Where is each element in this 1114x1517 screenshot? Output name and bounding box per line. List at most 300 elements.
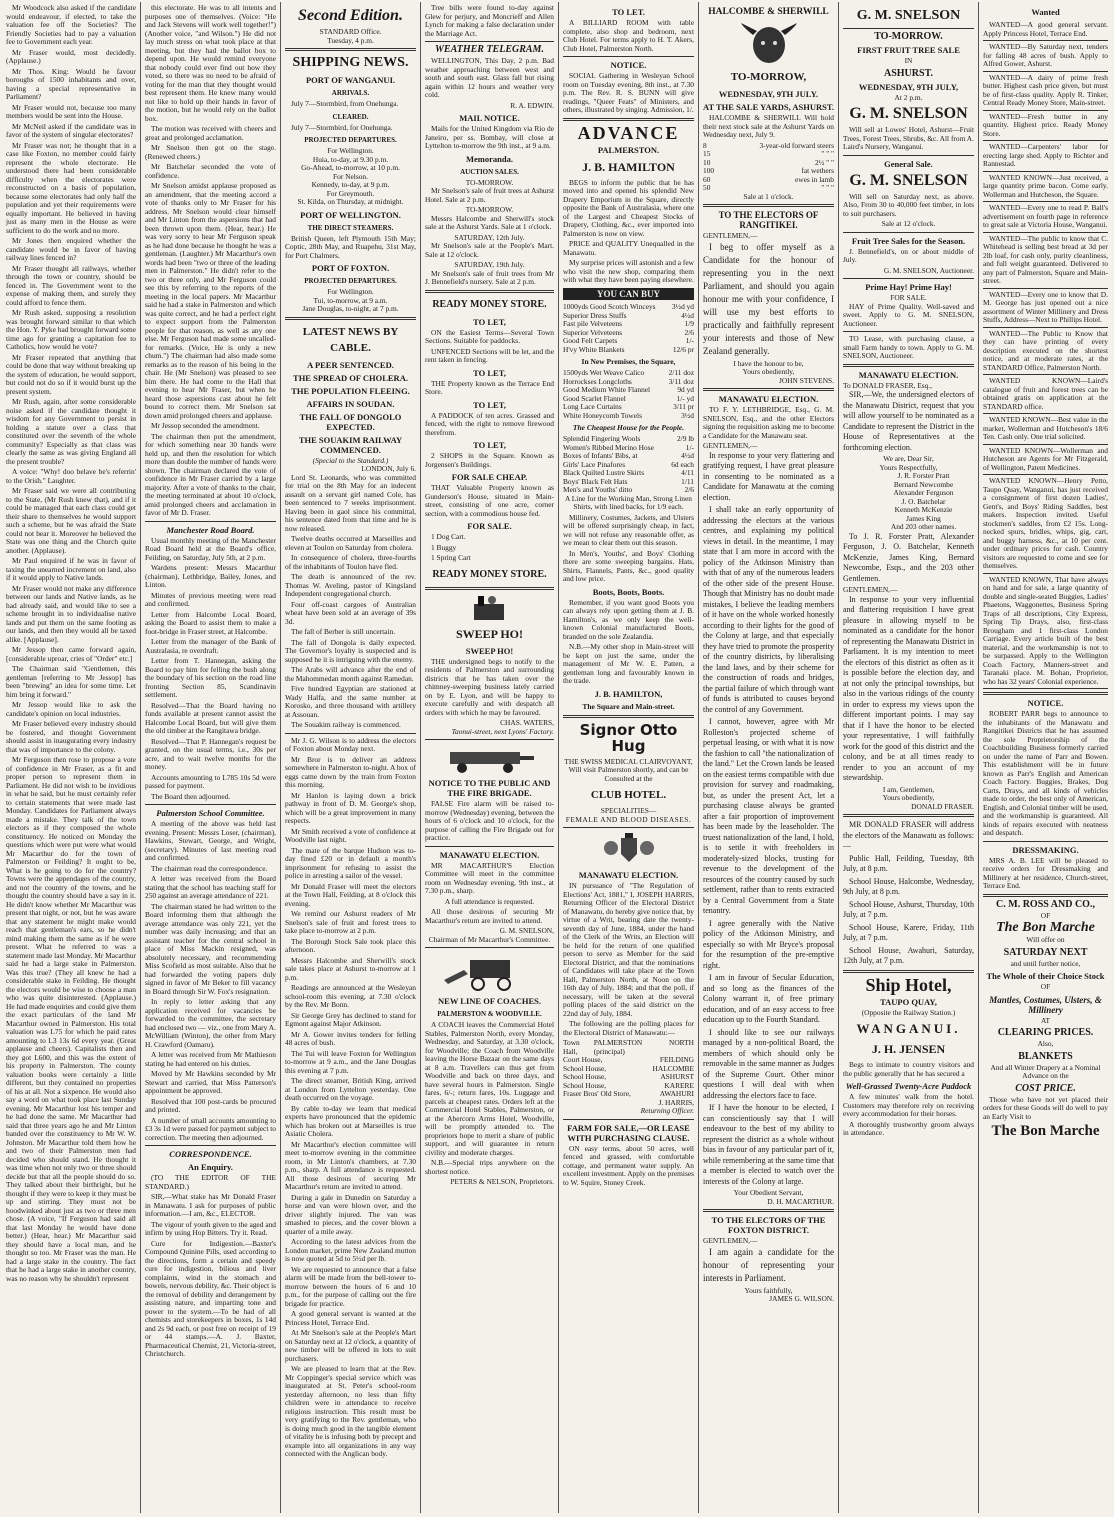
divider (145, 804, 276, 805)
square-main: The Square and Main-street. (582, 701, 675, 711)
price-row-item: Long Lace Curtains (563, 402, 622, 411)
palmerston-paragraph: A number of small accounts amounting to £3 3s 1d were passed for payment subject to correction. The meeting then adjourned. (145, 1115, 276, 1142)
price-row-item: 1500yds Wet Weave Calico (563, 368, 645, 377)
new-premises: In New Premises, the Square, (581, 357, 676, 366)
column-1 (2, 2, 141, 1513)
local-paragraph: Messrs Halcombe and Sherwill's stock sale takes place at Ashurst to-morrow at 1 p.m. (285, 955, 416, 982)
price-row-price: 4/11 (681, 468, 694, 477)
meeting-item: School House, Ashurst, Thursday, 10th July, at 7 p.m. (843, 899, 974, 919)
palmerston-paragraph: The chairman read the correspondence. (151, 863, 268, 873)
wanted-ad: WANTED KNOWN—Laird's catalogue of fruit and forest trees can be obtained gratis on application at the STANDARD office. (983, 375, 1108, 414)
of-2: OF (1040, 982, 1051, 991)
projected-item: Huia, to-day, at 9.30 p.m. (312, 154, 389, 164)
local-paragraph: We remind our Ashurst readers of Mr Snelson's sale of fruit and forest trees to take place to-morrow at 2 p.m. (285, 909, 416, 935)
shipping-title: SHIPPING NEWS. (292, 55, 409, 70)
projected-item: Go-Ahead, to-morrow, at 10 p.m. (301, 163, 400, 172)
signer: J. O. Batchelar (901, 496, 946, 506)
sweep-address: Taonui-street, next Lyons' Factory. (451, 726, 554, 736)
female-diseases: FEMALE AND BLOOD DISEASES. (565, 814, 692, 824)
coach-title: NEW LINE OF COACHES. (438, 996, 541, 1006)
price-row-item: Women's Ribbed Merino Hose (563, 442, 654, 452)
price-quality: PRICE and QUALITY Unequalled in the Manawatu. (563, 239, 694, 257)
direct-steamers: British Queen, left Plymouth 15th May; Coptic, 28th May, and Ruapehu, 31st May, for Port Chalmers. (285, 233, 416, 260)
cable-headline: A PEER SENTENCED. (307, 359, 394, 370)
price-list-2 (563, 369, 694, 420)
port-foxton: PORT OF FOXTON. (311, 263, 390, 273)
macarthur-paragraph: I should like to see our railways managed by a non-political Board, the members of which should only be removable in the same manner as Judges of the Supreme Court. Other minor questions I will deal with when addressing the electors face to face. (703, 1027, 834, 1100)
local-paragraph: We are requested to announce that a false alarm will be made from the bell-tower to-morrow between the hours of 6 and 10 p.m., for the purpose of calling out the fire brigade for practice. (285, 1264, 416, 1308)
to-let-item: TO LET, (473, 316, 506, 327)
polling-list (563, 1039, 694, 1099)
sweep-title: SWEEP HO! (455, 626, 523, 641)
price-row-item: Good Scarlet Flannel (563, 393, 626, 403)
chimney-sweep-icon (470, 594, 510, 622)
to-let-item: 1 Buggy (431, 542, 457, 552)
ready-money-title: READY MONEY STORE. (432, 298, 547, 310)
speech-paragraph: Mr Rush, again, after some considerable noise asked if the candidate thought it wisdom for any Government to persist in holding a statute over a class that constituted over the seventh of the whole community? Especially as that class was clearly the same as was giving England all the present trouble? (6, 397, 136, 466)
wanted-ad: WANTED KNOWN—Henry Petto, Taupo Quay, Wanganui, has just received a consignment of first dozen Ladies', Gent's, and Boys' Riding Saddles, best makers. Inspection invited. Useful stockmen's saddles, from £2 15s. Long-necked spurs, bridles, whips, gig, cart, and buggy harness, &c., at 10 per cent. under ordinary prices for cash. Country visitors are requested to come and see for themselves. (983, 475, 1108, 574)
manchester-paragraph: Resolved—That P. Hannegan's request be granted, on the usual terms, i.e., 30s per acre, and to wait twelve months for the money. (145, 736, 276, 771)
price-row-price: 4½d (681, 451, 694, 460)
meeting-item: School House, Awahuri, Saturday, 12th July, at 7 p.m. (843, 945, 974, 965)
palmerston-paragraph: A letter was received from the Board stating that the school has teaching staff for 250 against an average attendance of 221. (145, 874, 276, 900)
divider (145, 521, 276, 522)
speech-paragraph: Mr Fraser would not make any difference between our lands and Native lands, as he had already said, and would like to see a scheme brought in to individualise native lands and put them on the same footing as our lands, and then they would all be taxed alike. [Applause]. (6, 583, 136, 644)
reply-iam: I am, Gentlemen, (882, 784, 935, 794)
jensen: J. H. JENSEN (871, 1042, 946, 1056)
polling-row-price: HALCOMBE (652, 1063, 694, 1073)
speech-paragraph: A voice: "Why! doo belave be's referrin' to the Orish." Laughter. (6, 467, 136, 485)
auction-item: Messrs Halcombe and Sherwill's stock sale at the Ashurst Yards. Sale at 1 o'clock. (425, 213, 554, 231)
gms-2-time: Sale at 12 o'clock. (881, 219, 936, 228)
stock-row-item: 8 (703, 140, 707, 150)
manchester-paragraph: Usual monthly meeting of the Manchester Road Board held at the Board's office, Feilding, on Saturday, July 5th, at 2 p.m. (145, 535, 276, 562)
snelson-title: G. M. SNELSON (856, 8, 961, 23)
macarthur-paragraph: I cannot, however, agree with Mr Rolleston's projected scheme of perpetual leasing, or with what it is now the fashion to call "the nationalization of the land." Let the Crown lands be leased on the easiest terms compatible with due provision for survey and roadmaking, but, as under the present Act, let a purchasing clause always be granted after a fair proportion of improvement has been made by the leaseholder. The truest nationalization of the land, I hold, is to settle it with freeholders in moderately-sized blocks, trusting for revenue to the development of the resources of the country caused by such settlement, rather than to rents extracted by a Central Government from a State tenantry. (703, 717, 834, 915)
foxton-signature: JAMES G. WILSON. (769, 1294, 834, 1303)
speech-paragraph: The Chairman said "Gentlemen, this gentleman [referring to Mr Jessop] has been "brewing" an idea for some time. Let him bring it forward." (6, 664, 136, 699)
stock-row-price: fat wethers (801, 166, 834, 175)
ship-hotel-title: Ship Hotel, (865, 974, 952, 995)
price-row-price: 1/11 (681, 476, 694, 486)
projected-item: For Wellington. (327, 146, 374, 155)
price-row-price: 1/- (685, 442, 694, 452)
stock-row-item: 15 (703, 149, 711, 158)
port-wellington: PORT OF WELLINGTON. (300, 209, 401, 220)
edition-title: Second Edition. (298, 7, 403, 24)
speech-paragraph: Mr Fraser believed every industry should be fostered, and thought Government should assist in inaugurating every industry that was of importance to the colony. (6, 719, 136, 754)
column-3 (281, 2, 421, 1513)
memoranda-title: Memoranda. (466, 153, 513, 164)
polling-row-item: School House, (563, 1072, 607, 1081)
stock-row-item: 100 (703, 166, 715, 175)
price-row-price: 1/- (685, 336, 694, 345)
price-row-item: Splendid Fingering Wools (563, 434, 641, 443)
macarthur-gentlemen: GENTLEMEN,— (703, 441, 758, 450)
local-paragraph: Mr Donald Fraser will meet the electors at the Town Hall, Feilding, at 8 o'clock this evening. (285, 881, 416, 908)
manawatu-signature: G. M. SNELSON, (499, 926, 554, 935)
speech-paragraph: The chairman then put the amendment, for which something near 30 hands were held up, and then the resolution for which more than double the number of hands were shown. The chairman declared the vote of confidence in Mr Fraser carried by a large majority. After a vote of thanks to the chair, the meeting terminated at about 10 o'clock, amid prolonged cheers and acclamation in favor of Mr D. Fraser. (145, 431, 276, 517)
price-row-price: 6d each (671, 459, 694, 469)
meetings-list (843, 854, 974, 967)
hamilton-name: J. B. HAMILTON (582, 159, 675, 174)
price-row-price: 1/- yd (676, 393, 694, 403)
polling-row-price: PALMERSTON NORTH (principal) (593, 1038, 694, 1056)
projected-item: For Nelson. (333, 171, 368, 181)
macarthur-paragraph: I am in favour of Secular Education, and so long as the finances of the Colony warrant it, of free primary education, and of an easy access to free education up to the Fourth Standard. (703, 973, 834, 1024)
wanted-ad: WANTED KNOWN—Just received, a large quantity prime bacon. Come early. Wollerman and Hutcheson, the Square. (983, 172, 1108, 203)
social-text: SOCIAL Gathering in Wesleyan School room on Tuesday evening, 8th inst., at 7.30 p.m. The Rev. R. S. BUNN will give readings, "Queer Feats" of Ministers, and others, illustrated by singing. Admission, 1/. (563, 71, 694, 114)
cable-headline: AFFAIRS IN SOUDAN. (306, 398, 395, 409)
general-sale: General Sale. (884, 158, 933, 169)
cable-news (285, 474, 416, 730)
manchester-paragraph: Wardens present: Messrs Macarthur (chairman), Lethbridge, Bailey, Jones, and Linton. (145, 563, 276, 589)
column-8 (979, 2, 1112, 1513)
cable-paragraph: Lord St. Leonards, who was committed for trial on the 8th May for an indecent assault on a servant girl named Cole, has been sentenced to 7 weeks imprisonment. Having been in gaol since his committal, his sentence dated from that time and he is now released. (285, 472, 416, 533)
cable-paragraph: The death is announced of the rev. Thomas W. Aveling, pastor of Kingsland Independent congregational church. (285, 572, 416, 598)
mail-text: Mails for the United Kingdom via Rio de Janeiro, per ss. Bombay, will close at Lyttelton to-morrow the 9th inst., at 9 a.m. (425, 124, 554, 150)
cheapest-house: The Cheapest House for the People. (572, 423, 685, 432)
rangitikei-text: I beg to offer myself as a Candidate for the honour of representing you in the next Parliament, and should you again honour me with your confidence, I will use my best efforts to practically and faithfully represent your interests and those of New Zealand generally. (703, 241, 834, 356)
price-row-price: 3/11 doz (668, 376, 694, 386)
weather-text: WELLINGTON, This Day, 2 p.m. Bad weather approaching between west and south and south east. Glass fall but rising again within 12 hours and weather very cold. (425, 56, 554, 99)
stock-row-price: ewes in lamb (795, 174, 834, 184)
coach-signature: PETERS & NELSON, Proprietors. (450, 1177, 554, 1186)
cable-paragraph: The Arabs will advance after the end of the Mahommedan month against Ramedan. (285, 665, 416, 683)
foxton-projected-heading: PROJECTED DEPARTURES. (304, 277, 397, 285)
fire-engine-icon (440, 744, 540, 774)
price-row-price: 3/11 pr (673, 402, 694, 411)
price-row-item: Boxes of Infants' Bibs, at (563, 451, 638, 460)
speech-paragraph: Mr Batchelar seconded the vote of confidence. (145, 162, 276, 180)
foxton-title: TO THE ELECTORS OF THE FOXTON DISTRICT. (711, 1215, 826, 1235)
to-let-item: ON the Easiest Terms—Several Town Sections. Suitable for paddocks. (425, 327, 554, 345)
palmerston-paragraph: A letter was received from Mr Mathieson stating he had entered on his duties. (145, 1050, 276, 1068)
cable-paragraph: The fall of Berber is still uncertain. (291, 627, 396, 636)
column-4 (421, 2, 559, 1513)
manchester-paragraph: The Board then adjourned. (151, 791, 231, 801)
sale-date: WEDNESDAY, 9TH JULY. (718, 89, 819, 99)
foxton-item: Jane Douglas, to-night, at 7 p.m. (302, 304, 399, 313)
stock-row-price: 3-year-old forward steers (759, 140, 834, 150)
price-row-price: 3½d yd (671, 302, 694, 311)
to-let-item: 2 SHOPS in the Square. Known as Jorgensen's Buildings. (425, 451, 554, 469)
club-hotel: CLUB HOTEL. (590, 789, 667, 801)
fruit-title: Fruit Tree Sales for the Season. (851, 235, 966, 246)
speech-paragraph: Mr Jessop seconded the amendment. (151, 421, 260, 430)
tomorrow: TO-MORROW. (874, 31, 943, 42)
manchester-title: Manchester Road Board. (166, 524, 255, 535)
to-let-item: THE Property known as the Terrace End Store. (425, 378, 554, 396)
speech-paragraph: The motion was received with cheers and great and prolonged acclamation. (145, 124, 276, 142)
palmerston-paragraph: Moved by Mr Hawkins seconded by Mr Stewart and carried, that Miss Patterson's appointment be approved. (145, 1069, 276, 1095)
tomorrow: TO-MORROW, (730, 71, 807, 83)
speech-paragraph: Mr Fraser said we were all contributing to the State, (Mr Rush knew that), and if it could be managed that each class could get their share to themselves he would support such a scheme, but he was afraid the State could not bear it. Moreover he believed the State was one thing and the Church quite another. (Applause). (6, 486, 136, 555)
macarthur-to: TO F. Y. LETHBRIDGE, Esq., G. M. SNELSON, Esq., and the other Electors signing the requisition asking me to become a Candidate for the Manawatu seat. (703, 405, 834, 440)
price-row-item: Fast pile Velveteens (563, 319, 622, 328)
specialities: SPECIALITIES— (600, 806, 657, 815)
foxton-text: I am again a candidate for the honour of representing your interests in Parliament. (703, 1246, 834, 1283)
signer: And 203 other names. (890, 522, 957, 531)
wanted-list (983, 19, 1108, 689)
local-news (285, 737, 416, 1459)
palmerston-paragraph: Resolved that 100 post-cards be procured and printed. (145, 1096, 276, 1114)
sale-time: Sale at 1 o'clock. (743, 191, 794, 201)
reply-to: To J. R. Forster Pratt, Alexander Ferguson, J. O. Batchelar, Kenneth McKenzie, James King, Bernard Newcombe, Esqs., and the 203 other Gentlemen. (843, 531, 974, 583)
polling-row-item: Town Hall, (563, 1038, 580, 1056)
special-line: (Special to the Standard.) (312, 455, 389, 465)
local-paragraph: A good general servant is wanted at the Princess Hotel, Terrace End. (285, 1309, 416, 1327)
speech-paragraph: Mr Fraser would not, because too many members would be sent into the House. (6, 102, 136, 120)
returning-officer: Returning Officer. (640, 1106, 694, 1115)
macarthur-paragraph: If I have the honour to be elected, I can conscientiously say that I will endeavour to the best of my ability to represent the district as a whole without bias in favour of any particular part of it, while remembering at the same time that a member is elected to watch over the interests of the Colony at large. (703, 1103, 834, 1186)
dateline: LONDON, July 6. (361, 464, 416, 473)
edition-time: Tuesday, 4 p.m. (327, 35, 374, 45)
projected-list (285, 147, 416, 207)
rangitikei-signature: JOHN STEVENS. (778, 375, 834, 385)
billiard-text: A BILLIARD ROOM with table complete, also shop and bedroom, next Club Hotel. For terms apply to H. T. Akers, Club Hotel, Palmerston North. (563, 18, 694, 53)
gms-2-text: Will sell on Saturday next, as above. Also, From 30 to 40,000 feet timber, in lots to suit purchasers. (843, 191, 974, 218)
hamilton-name-2: J. B. HAMILTON, (594, 688, 663, 699)
nb-text: N.B.—My other shop in Main-street will be kept on just the same, under the management of Mr W. E. Patten, a gentleman long and favourably known in the trade. (563, 642, 694, 685)
cable-paragraph: In consequence of cholera, three-fourths of the inhabitants of Toulon have fled. (285, 553, 416, 571)
signer: Kenneth McKenzie (894, 505, 953, 514)
dressmaking-text: MRS A. B. LEE will be pleased to receive orders for Dressmaking and Millinery at her residence, Church-street, Terrace End. (983, 855, 1108, 890)
auction-item: Mr Snelson's sale at the People's Mart. Sale at 12 o'clock. (425, 241, 554, 259)
mail-title: MAIL NOTICE. (459, 113, 520, 123)
price-row-price: 2/6 (684, 485, 694, 494)
yours-resp: Yours Respectfully, (879, 462, 938, 472)
cable-paragraph: Four off-coast cargoes of Australian wheat have been sold at an average of 39s 3d. (285, 599, 416, 626)
reply-gentlemen: GENTLEMEN,— (843, 585, 898, 594)
foxton-item: Tui, to-morrow, at 9 a.m. (313, 295, 388, 305)
paddock-text: A few minutes' walk from the hotel. Customers may therefore rely on receiving every accommodation for their horses. (843, 1092, 974, 1118)
column-7 (839, 2, 979, 1513)
polling-row-item: School House, (563, 1063, 607, 1073)
projected-heading: PROJECTED DEPARTURES. (304, 136, 397, 144)
local-paragraph: The Borough Stock Sale took place this afternoon. (285, 936, 416, 954)
weather-title: WEATHER TELEGRAM. (435, 44, 544, 55)
polling-row-price: AWAHURI (659, 1089, 694, 1098)
local-paragraph: During a gale in Dunedin on Saturday a horse and van were blown over, and the driver slightly injured. The van was smashed to pieces, and the cover blown a quarter of a mile away. (285, 1192, 416, 1236)
meeting-item: Public Hall, Feilding, Tuesday, 8th July, at 8 p.m. (843, 853, 974, 873)
fraser-requisition: SIR,—We, the undersigned electors of the Manawatu District, request that you will allow yourself to be nominated as a Candidate to represent the District in the House of Representatives at the forthcoming election. (843, 390, 974, 452)
social-title: NOTICE. (610, 60, 647, 70)
direct-heading: THE DIRECT STEAMERS. (307, 223, 394, 232)
manawatu-election-notice: IN pursuance of "The Regulation of Elections' Act, 1881," I, JOSEPH HARRIS, Returning Officer of the Electoral District of Manawatu, do hereby give notice that, by virtue of a Writ, bearing date the twenty-seventh day of June, 1884, under the hand of the Clerk of the Writs, an Election will be held for the return of one qualified person to serve as Member for the said Electoral District, and that the nominations of Candidates will take place at the Town Hall, Palmerston North, at Noon on the 16th day of July, 1884; and that the poll, if necessary, will be taken at the several polling places of the said district on the 22nd day of July, 1884. (563, 881, 694, 1018)
speech-paragraph: Mr Fraser was not; he thought that in a case like Foxton, no member could fairly represent the whole electorate. He understood there had been considerable difficulty when the electorates were reconstructed on a basis of population, because some electorates had only half the population and yet their requirements were equally important. He believed in having just as many men in the House as were sufficient to do the work and no more. (6, 140, 136, 235)
enquiry-paragraph: SIR,—What stake has Mr Donald Fraser in Manawatu. I ask for purposes of public information.—I am, &c., ELECTOR. (145, 1192, 276, 1218)
signer: J. R. Forster Pratt (897, 471, 950, 480)
cable-headlines (285, 360, 416, 455)
dressmaking-title: DRESSMAKING. (1012, 844, 1079, 855)
to-let-item: TO LET, (473, 399, 506, 410)
polling-row-price: FEILDING (659, 1055, 694, 1064)
local-paragraph: The Tui will leave Foxton for Wellington to-morrow at 9 a.m., and the Jane Douglas this evening at 7 p.m. (285, 1048, 416, 1075)
wanganui: WANGANUI. (856, 1021, 961, 1036)
price-row-item: Superior Dress Stuffs (563, 310, 627, 320)
price-row-price: 2/11 doz (668, 368, 694, 377)
ross-title: C. M. ROSS AND CO., (996, 898, 1095, 910)
blankets: BLANKETS (1018, 1050, 1073, 1062)
manchester-paragraph: Letter from the manager of the Bank of Australasia, re overdraft. (145, 637, 276, 655)
cable-headline: THE SOUAKIM RAILWAY COMMENCED. (298, 434, 403, 455)
manchester-paragraph: Letter from T. Hannegan, asking the Board to pay him for felling the bush along the boundary of his section on the road line fronting Section 85, Scandinavin settlement. (145, 656, 276, 699)
price-row-item: Good Felt Carpets (563, 336, 618, 345)
to-let-item: UNFENCED Sections will be let, and the rent taken in fencing. (425, 346, 554, 364)
price-row-price: 2/9 lb (676, 434, 694, 443)
wanted-ad: WANTED—A good general servant. Apply Princess Hotel, Terrace End. (983, 19, 1108, 41)
price-row-item: White Honeycomb Towels (563, 410, 642, 420)
manchester-paragraph: Letter from Halcombe Local Board, asking the Board to assist them to make a foot-bridge in Fraser street, at Halcombe. (145, 609, 276, 636)
column-6 (699, 2, 839, 1513)
gms-2: G. M. SNELSON (849, 171, 968, 189)
harris-signature: J. HARRIS, (658, 1097, 694, 1107)
to-let-item: FOR SALE CHEAP. (451, 472, 528, 482)
also: Also, (1037, 1039, 1054, 1048)
foxton-yours: Yours faithfully, (744, 1285, 793, 1295)
foxton-list (285, 288, 416, 314)
boots-title: Boots, Boots, Boots. (592, 586, 665, 597)
local-paragraph: Sir George Grey has declined to stand for Egmont against Major Atkinson. (285, 1010, 416, 1028)
signers-list (843, 472, 974, 532)
macarthur-paragraph: In response to your very flattering and gratifying request, I have great pleasure in consenting to be nominated as a Candidate for Manawatu at the coming election. (703, 450, 834, 502)
sweep-sub: SWEEP HO! (465, 645, 514, 656)
signer: Alexander Ferguson (893, 488, 954, 497)
whole-stock: The Whole of their Choice Stock (986, 971, 1105, 981)
weather-signature: R. A. EDWIN. (510, 100, 554, 110)
macarthur-signature: D. H. MACARTHUR. (767, 1196, 834, 1206)
polling-row-item: Court House, (563, 1055, 603, 1064)
coach-nb: N.B.—Special trips anywhere on the shortest notice. (425, 1158, 554, 1176)
parr-notice-text: ROBERT PARR begs to announce to the inhabitants of the Manawatu and Rangitikei Districts that he has assumed the sole Proprietorship of the Coachbuilding Business formerly carried on under the name of Parr and Bowen. This establishment will be in future known as Parr's English and American Coach Factory. Buggies, Brakes, Dog Carts, Drays, and all kinds of vehicles made to order, the best only of American, English, and Colonial timber will be used, and the workmanship is guaranteed. All kinds of repairs executed with neatness and despatch. (983, 709, 1108, 837)
groom-text: A thoroughly trustworthy groom always in attendance. (843, 1119, 974, 1137)
auction-item: TO-MORROW. (465, 205, 514, 214)
to-let-item: A PADDOCK of ten acres. Grassed and fenced, with the right to remove firewood therefrom. (425, 410, 554, 437)
speech-paragraph: Mr Fraser thought all railways, whether through the town or country, should be fenced in. The Government went to the expense of making them, and surely they could afford to fence them. (6, 263, 136, 307)
price-row-item: Boys' Black Felt Hats (563, 476, 628, 486)
column-2 (141, 2, 281, 1513)
local-paragraph: Mr J. G. Wilson is to address the electors of Foxton about Monday next. (285, 735, 416, 753)
fire-notice-title: NOTICE TO THE PUBLIC AND THE FIRE BRIGADE. (428, 778, 551, 798)
newspaper-page (2, 2, 1112, 1513)
to-let-item: FOR SALE. (467, 521, 512, 531)
reply-signature: DONALD FRASER. (911, 801, 974, 811)
fruit-time: At 2 p.m. (894, 92, 923, 102)
rangitikei-title: TO THE ELECTORS OF RANGITIKEI. (718, 210, 819, 230)
speech-paragraph: Mr McNeil asked if the candidate was in favor of the system of singular electorates? (6, 121, 136, 139)
ready-money-title-2: READY MONEY STORE. (432, 568, 547, 580)
gms-1: G. M. SNELSON (849, 105, 968, 122)
wanted-ad: WANTED—Carpenters' labor for erecting large shed. Apply to Richter and Rannestad. (983, 141, 1108, 172)
cable-headline: THE POPULATION FLEEING. (291, 385, 410, 396)
millinery-text: Millinery, Costumes, Jackets, and Ulsters will be offered surprisingly cheap, in fact, we will not refuse any reasonable offer, as we mean to clear them out this season. (563, 512, 694, 547)
cable-paragraph: Twelve deaths occurred at Marseilles and eleven at Toulon on Saturday from cholera. (285, 534, 416, 552)
meeting-item: School House, Karere, Friday, 11th July, at 7 p.m. (843, 922, 974, 942)
stock-list (703, 142, 834, 193)
meeting-item: School House, Halcombe, Wednesday, 9th July, at 8 p.m. (843, 876, 974, 896)
advance-place: PALMERSTON. (597, 144, 660, 155)
enquiry-paragraph: The vigour of youth given to the aged and infirm by using Hop Bitters. Try it. Read. (145, 1219, 276, 1237)
manawatu-role: Chairman of Mr Macarthur's Committee. (428, 934, 551, 944)
wanted-ad: WANTED—The public to know that C. Whitehead is selling best bread at 3d per 2lb loaf, for cash only, purity cleanliness, and full weight guaranteed. Delivered to any part of Palmerston, Square and Main-street. (983, 233, 1108, 289)
wanted-ad: WANTED KNOWN—Best value in the market, Wollerman and Hutcheson's 18/6 Ten. Cash only. One trial solicited. (983, 414, 1108, 445)
port-wanganui: PORT OF WANGANUI. (305, 75, 396, 85)
signer: Bernard Newcombe (893, 479, 954, 489)
polling-row-price: ASHURST (660, 1072, 694, 1081)
sale-yards: AT THE SALE YARDS, ASHURST. (703, 102, 835, 112)
manawatu-full-attendance: A full attendance is requested. (444, 896, 535, 906)
divider (145, 1145, 276, 1146)
price-row-item: Good Medium White Flannel (563, 385, 651, 394)
speech-paragraph: Mr Jessop then came forward again, [considerable uproar, cries of "Order" etc.] (6, 645, 136, 663)
you-can-buy-banner: YOU CAN BUY (563, 288, 694, 301)
hay-text: HAY of Prime Quality. Well-saved and sweet. Apply to G. M. SNELSON, Auctioneer. (843, 301, 974, 328)
wanted-title: Wanted (1031, 7, 1060, 17)
jensen-text: Begs to intimate to country visitors and the public generally that he has secured a (843, 1060, 974, 1078)
fraser-to: To DONALD FRASER, Esq., (843, 380, 932, 390)
speech-paragraph: Mr Fraser would, most decidedly. (Applause.) (6, 47, 136, 65)
wanted-ad: WANTED—By Saturday next, tenders for falling 48 acres of bush. Apply to Alfred Gower, Ashurst. (983, 41, 1108, 72)
local-paragraph: The mate of the barque Hudson was to-day fined £20 or in default a month's imprisonment for refusing to assist the police in arresting a sailor of the vessel. (285, 845, 416, 880)
wanted-ad: WANTED—Fresh butter in any quantity. Highest price. Ready Money Store. (983, 111, 1108, 142)
price-row-price: 1/9 (684, 319, 694, 328)
price-list-3 (563, 435, 694, 495)
those-text: Those who have not yet placed their orders for these Goods will do well to pay an Early Visit to (983, 1094, 1108, 1121)
auction-list (425, 179, 554, 287)
cable-title: LATEST NEWS BY CABLE. (302, 325, 399, 354)
stock-row (703, 176, 834, 185)
speech-paragraph: Mr Paul enquired if he was in favor of taxing the unearned increment on land, also if it would apply to Native lands. (6, 556, 136, 582)
ashurst: ASHURST. (884, 67, 933, 79)
stock-row-item: 10 (703, 157, 711, 167)
cleared: July 7—Stormbird, for Onehunga. (291, 122, 393, 132)
palmerston-paragraph: The chairman stated he had written to the Board informing them that although the average attendance was only 221, yet the number was daily increasing; and that an assistant teacher for the central school in place of Miss Mackin resigned, was absolutely necessary, and recommending Miss Scofield as most suitable. Also that he had forwarded the voting papers duly signed in favor of Mr Beker to fill vacancy in Board through Sir W. Fox's resignation. (145, 901, 276, 996)
local-paragraph: Mr Hanlon is laying down a brick pathway in front of D. M. George's shop, which will be a great improvement in many respects. (285, 790, 416, 825)
macarthur-paragraph: I agree generally with the Native policy of the Atkinson Ministry, and especially so with Mr Bryce's proposal for the resumption of the pre-emptive right. (703, 918, 834, 970)
stock-row-price: " " " (821, 149, 834, 158)
rangitikei-yours: Yours obediently, (742, 367, 795, 376)
fruit-signature: G. M. SNELSON, Auctioneer. (883, 265, 974, 275)
arrivals-heading: ARRIVALS. (331, 89, 370, 97)
palmerston-paragraph: In reply to letter asking that any application received for vacancies be forwarded to the committee, the secretary had enclosed two — viz., one from Mary A. McWilliam (Winton), the other from Mary H. Crawford (Oamaru). (145, 997, 276, 1049)
local-paragraph: Readings are announced at the Wesleyan school-room this evening, at 7.30 o'clock by the Rev. Mr Bonn. (285, 983, 416, 1009)
wanted-ad: WANTED KNOWN—Wollerman and Hutcheson are Agents for Mr Fitzgerald, of Wellington, Patent Medicines. (983, 445, 1108, 476)
bon-marche-title: The Bon Marche (996, 920, 1095, 935)
manchester-paragraph: Minutes of previous meeting were read and confirmed. (145, 590, 276, 608)
speech-paragraph: Mr Snelson then got on the stage. (Renewed cheers.) (145, 143, 276, 161)
wanted-ad: WANTED KNOWN, That have always on hand and for sale, a large quantity of double and single-seated Buggies, Ladies' Phaetons, Waggonettes, Business Spring Traps of all descriptions, City Express, Spring Tip Drays, also, first-class Brougham and 1 first-class London Carriage. Every article built of the best material, and the workmanship is not to be surpassed. Apply to the Wellington Coach Factory, Manners-street and Taranaki place. M. Bohan, Proprietor, who has 32 years' Colonial experience. (983, 574, 1108, 690)
local-paragraph: By cable to-day we learn that medical experts have pronounced that the epidemic which has broken out at Marseilles is true Asiatic Cholera. (285, 1103, 416, 1138)
cable-paragraph: Five hundred Egyptian are stationed at Wady Halfa, and the same number at Korosko, and three thousand with artillery at Assouan. (285, 684, 416, 719)
local-paragraph: Mr Bror is to deliver an address somewhere in Palmerston to-night. A box of eggs came down by the train from Foxton this morning. (285, 754, 416, 789)
speech-paragraph: Mr Jones then enquired whether the candidate would be in favor of having railway lines fenced in? (6, 236, 136, 262)
in-word: IN (904, 56, 913, 65)
palmerston-paragraph: A meeting of the above was held last evening. Present: Messrs Loser, (chairman), Hawkins, Stewart, George, and Wright, (secretary). Minutes of last meeting read and confirmed. (145, 819, 276, 862)
column-5 (559, 2, 699, 1513)
otto-sub: THE SWISS MEDICAL CLAIRVOYANT, (564, 756, 693, 766)
speech-paragraph: Mr Snelson amidst applause proposed as an amendment, that the meeting accord a vote of thanks only to Mr Fraser for his address. Mr Snelson would clear himself and Mr Linton from the aspersions that had been thrown upon them. (Hear, hear.) He was very sorry to hear Mr Ferguson speak as he had done because he thought he was a gentleman. (Laughter.) Mr Macarthur's own words had been "two or three of the leading men in Palmerston." He didn't refer to the two or three only, and Mr Ferguson could see this by referring to the reports of the meeting in the local papers. Mr Macarthur said he had a stake in Palmerston and which was quite correct, and he had a perfect right to expect support from the Palmerston people for that reason, as well as any one else. Mr Ferguson had made some uncalled-for remarks. (Voice, He is only a new chum.") The chairman had also made some remarks as to the reason of his being in the chair. He (Mr Snelson) was pleased to see him there. He had come to the Hall that evening to hear Mr Fraser, but when he heard those aspersions cast about he felt bound to correct them. Mr Snelson sat down amid prolonged cheers and applause. (145, 181, 276, 420)
clearing-prices: CLEARING PRICES. (997, 1027, 1094, 1038)
speech-paragraph: Mr Woodcock also asked if the candidate would endeavour, if elected, to take the valuation fee off the Societies? The Friendly Societies had to pay a valuation fee to Government each year. (6, 3, 136, 46)
otto-text: Will visit Palmerston shortly, and can be Consulted at the (568, 765, 689, 783)
auction-item: TO-MORROW. (465, 177, 514, 187)
price-row-item: H'vy White Blankets (563, 344, 625, 354)
local-paragraph: Mr Macarthur's election committee will meet to-morrow evening in the committee room, in Mr Linton's chambers, at 7.30 p.m., sharp. A full attendance is requested. All those desirous of securing Mr Macarthur's return are invited to attend. (285, 1139, 416, 1191)
price-row-price: 12/6 pr (672, 344, 694, 354)
halcombe-text: HALCOMBE & SHERWILL Will hold their next stock sale at the Ashurst Yards on Wednesday next, July 9. (703, 113, 834, 139)
fraser-requisition-title: MANAWATU ELECTION. (858, 369, 959, 380)
